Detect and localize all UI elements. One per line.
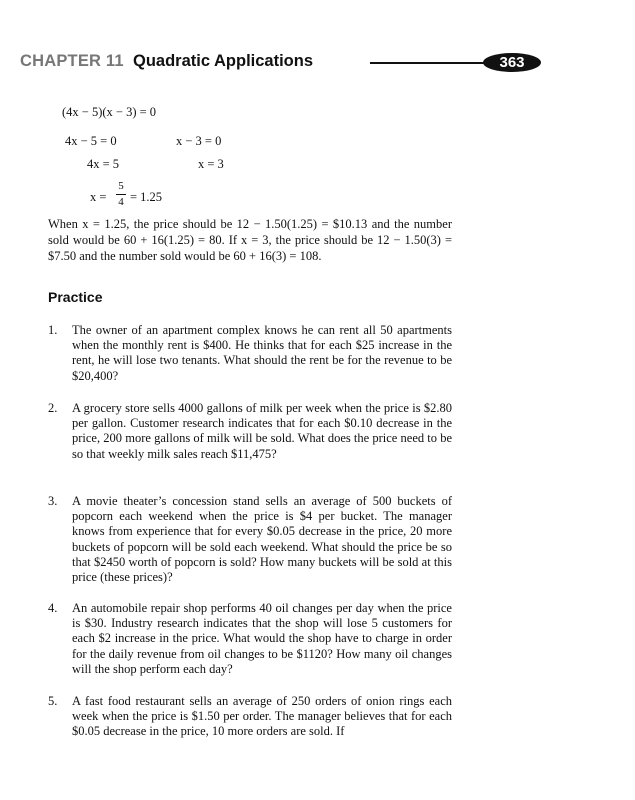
- page-header: [20, 50, 620, 76]
- equation-fraction-rhs: = 1.25: [130, 190, 163, 204]
- equation-step2-left: 4x = 5: [87, 157, 120, 171]
- problem-number: 3.: [48, 494, 58, 508]
- equation-step1-left: 4x − 5 = 0: [65, 134, 117, 148]
- header-rule: [370, 62, 485, 64]
- problem-text: An automobile repair shop performs 40 oil changes per day when the price is $30. Industry research indicates that the shop will lose 5 customers for each $2 increase in the price. What would the shop have to charge in order for the daily revenue from oil changes to be $1120? How many oil changes will the shop perform each day?: [72, 601, 452, 676]
- problem-number: 2.: [48, 401, 58, 415]
- equation-step1-right: x − 3 = 0: [176, 134, 222, 148]
- problem-number: 5.: [48, 694, 58, 708]
- solution-paragraph: [48, 216, 452, 264]
- fraction-denominator: 4: [118, 196, 124, 208]
- practice-heading: Practice: [48, 289, 103, 305]
- problem-number: 1.: [48, 323, 58, 337]
- chapter-label: CHAPTER 11: [20, 52, 124, 70]
- solution-text: When x = 1.25, the price should be 12 − 1.50(1.25) = $10.13 and the number sold would be 60 + 16(1.25) = 80. If x = 3, the price should be 12 − 1.50(3) = $7.50 and the number sold would be 60 + 16(3) = 108.: [48, 217, 452, 263]
- problem-text: The owner of an apartment complex knows he can rent all 50 apartments when the monthly rent is $400. He thinks that for each $25 increase in the rent, he will lose two tenants. What should the rent be for the revenue to be $20,400?: [72, 323, 452, 383]
- problem-text: A fast food restaurant sells an average of 250 orders of onion rings each week when the price is $1.50 per order. The manager believes that for each $0.05 decrease in the price, 10 more orders are sold. If: [72, 694, 452, 739]
- problem-text: A movie theater’s concession stand sells an average of 500 buckets of popcorn each weekend when the price is $4 per bucket. The manager knows from experience that for every $0.05 decrease in the price, 20 more buckets of popcorn will be sold each weekend. What should the price be so that $2450 worth of popcorn is sold? How many buckets will be sold at this price (these prices)?: [72, 494, 452, 585]
- page-number: 363: [483, 53, 541, 72]
- fraction-bar: [116, 194, 126, 195]
- fraction-numerator: 5: [118, 180, 124, 192]
- equation-step2-right: x = 3: [198, 157, 224, 171]
- chapter-title: Quadratic Applications: [133, 52, 314, 70]
- problem-number: 4.: [48, 601, 58, 615]
- equation-factored: (4x − 5)(x − 3) = 0: [62, 105, 157, 119]
- equation-fraction-lhs: x =: [90, 190, 107, 204]
- problem-text: A grocery store sells 4000 gallons of milk per week when the price is $2.80 per gallon. Customer research indicates that for each $0.10 decrease in the price, 200 more gallons of milk will be sold. What does the price need to be so that weekly milk sales reach $11,475?: [72, 401, 452, 461]
